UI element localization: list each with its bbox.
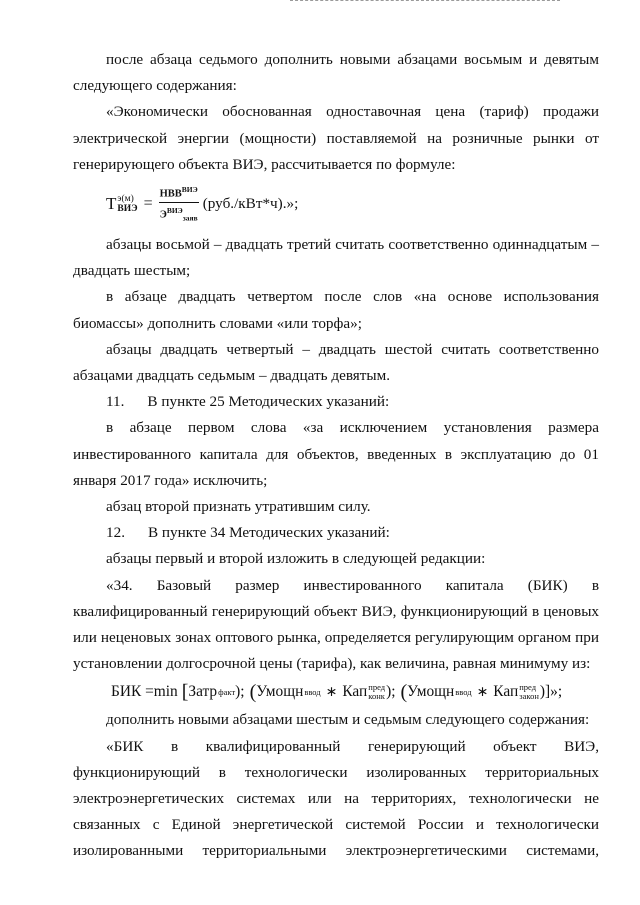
paragraph-12: дополнить новыми абзацами шестым и седьмым следующего содержания: [106,711,590,729]
paragraph-11: «34. Базовый размер инвестированного капитала (БИК) в квалифицированный генерирующий объект ВИЭ, функционирующий в ценовых или неценовых зонах оптового рынка, определяется регулирующим органом при установлении долгосрочной цены (тарифа), как величина, равная минимуму из: [73,576,599,673]
paragraph-6: 11. В пункте 25 Методических указаний: [106,393,390,411]
paragraph-7: в абзаце первом слова «за исключением установления размера инвестированного капитала для объектов, введенных в эксплуатацию до 01 января 2017 года» исключить; [73,419,599,489]
paragraph-1: после абзаца седьмого дополнить новыми абзацами восьмым и девятым следующего содержания: [73,51,599,95]
paragraph-8: абзац второй признать утратившим силу. [106,498,371,516]
top-edge-line [290,0,560,2]
paragraph-13: «БИК в квалифицированный генерирующий объект ВИЭ, функционирующий в технологически изолированных территориальных электроэнергетических системах или на территориях, технологически не связанных с Единой энергетической системой России и технологически изолированными территориальными электроэнергетическими системами, [73,737,599,860]
paragraph-4: в абзаце двадцать четвертом после слов «на основе использования биомассы» дополнить словами «или торфа»; [73,288,599,332]
formula-equals: = [143,194,153,212]
bik-formula: БИК =min [ Затр факт ); ( Умощн ввод ∗ Кап пред конк ); ( Умощн ввод ∗ Кап пред закон )]»; [111,681,563,704]
formula-fraction: $\frac{НВВ^{ВИЭ}}{Э^{ВИЭ}_{заяв}}$ [159,185,198,223]
formula-unit: (руб./кВт*ч).»; [202,194,299,212]
paragraph-5: абзацы двадцать четвертый – двадцать шестой считать соответственно абзацами двадцать седьмым – двадцать девятым. [73,340,599,385]
item-number-12: 12. [106,524,125,542]
paragraph-10: абзацы первый и второй изложить в следующей редакции: [106,550,486,568]
document-page [73,47,599,865]
tariff-formula [106,182,599,226]
paragraph-3: абзацы восьмой – двадцать третий считать соответственно одиннадцатым – двадцать шестым; [73,236,599,280]
formula-lhs: Т э(м) ВИЭ [106,193,138,214]
paragraph-9: 12. В пункте 34 Методических указаний: [106,524,390,542]
item-number-11: 11. [106,393,125,411]
paragraph-2: «Экономически обоснованная одноставочная цена (тариф) продажи электрической энергии (мощности) поставляемой на розничные рынки от генерирующего объекта ВИЭ, рассчитывается по формуле: [73,103,599,173]
